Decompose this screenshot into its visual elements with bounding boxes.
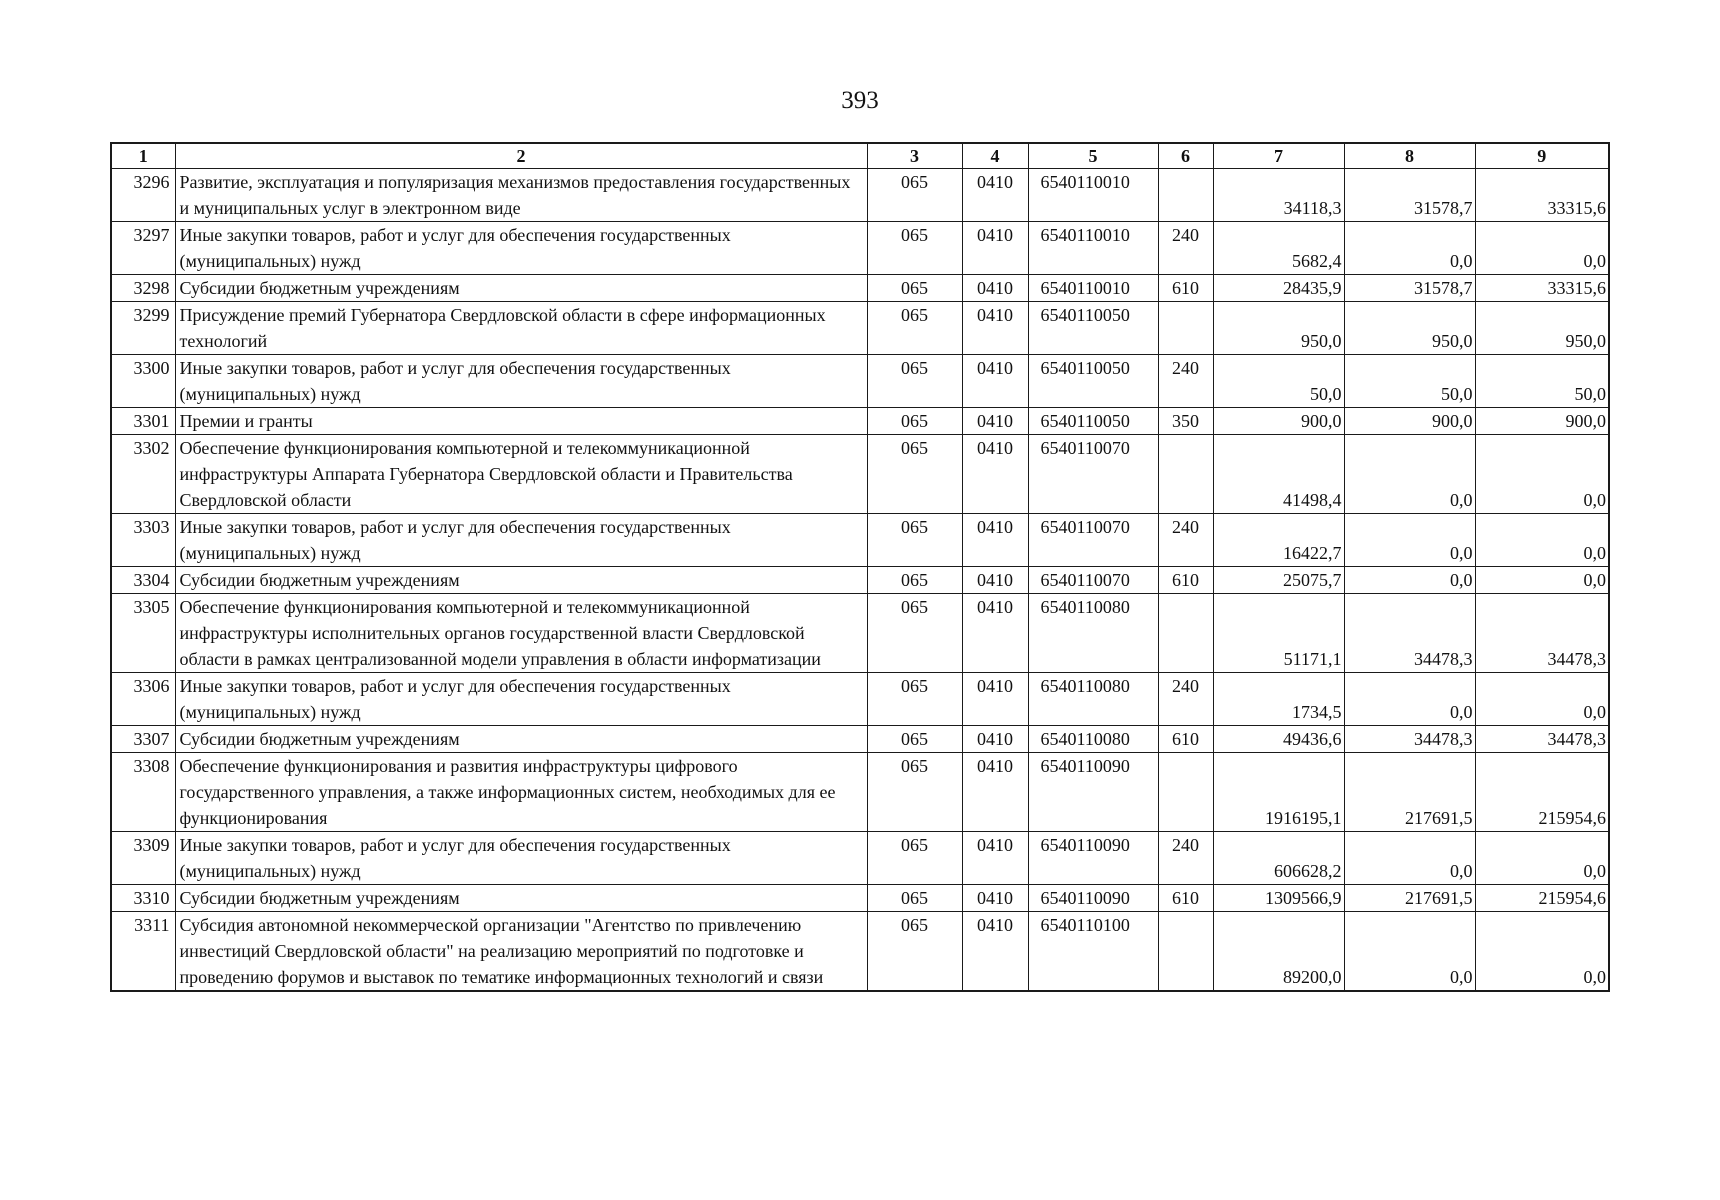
amount-col9: 0,0 [1475, 222, 1609, 275]
amount-col8: 34478,3 [1344, 726, 1475, 753]
row-number: 3304 [111, 567, 175, 594]
budget-table [110, 142, 1610, 992]
section-code: 0410 [962, 302, 1028, 355]
item-name: Субсидии бюджетным учреждениям [175, 275, 867, 302]
target-article-code: 6540110050 [1028, 355, 1158, 408]
table-row [111, 408, 1609, 435]
header-row [111, 143, 1609, 169]
amount-col8: 0,0 [1344, 435, 1475, 514]
table-row [111, 567, 1609, 594]
section-code: 0410 [962, 169, 1028, 222]
column-header: 9 [1475, 143, 1609, 169]
item-name: Субсидии бюджетным учреждениям [175, 567, 867, 594]
table-row [111, 435, 1609, 514]
amount-col8: 0,0 [1344, 514, 1475, 567]
expense-type-code: 610 [1158, 567, 1213, 594]
row-number: 3308 [111, 753, 175, 832]
section-code: 0410 [962, 832, 1028, 885]
target-article-code: 6540110080 [1028, 673, 1158, 726]
item-name: Субсидии бюджетным учреждениям [175, 885, 867, 912]
table-row [111, 275, 1609, 302]
expense-type-code [1158, 753, 1213, 832]
amount-col7: 51171,1 [1213, 594, 1344, 673]
ministry-code: 065 [867, 169, 962, 222]
amount-col8: 50,0 [1344, 355, 1475, 408]
item-name: Иные закупки товаров, работ и услуг для обеспечения государственных (муниципальных) нужд [175, 673, 867, 726]
target-article-code: 6540110050 [1028, 302, 1158, 355]
ministry-code: 065 [867, 726, 962, 753]
item-name: Присуждение премий Губернатора Свердловской области в сфере информационных технологий [175, 302, 867, 355]
table-row [111, 514, 1609, 567]
expense-type-code [1158, 169, 1213, 222]
amount-col9: 0,0 [1475, 435, 1609, 514]
amount-col7: 16422,7 [1213, 514, 1344, 567]
amount-col9: 0,0 [1475, 832, 1609, 885]
row-number: 3306 [111, 673, 175, 726]
amount-col7: 606628,2 [1213, 832, 1344, 885]
ministry-code: 065 [867, 912, 962, 992]
row-number: 3302 [111, 435, 175, 514]
expense-type-code: 610 [1158, 885, 1213, 912]
target-article-code: 6540110090 [1028, 753, 1158, 832]
amount-col7: 28435,9 [1213, 275, 1344, 302]
ministry-code: 065 [867, 567, 962, 594]
amount-col7: 1734,5 [1213, 673, 1344, 726]
section-code: 0410 [962, 726, 1028, 753]
target-article-code: 6540110080 [1028, 594, 1158, 673]
amount-col9: 34478,3 [1475, 594, 1609, 673]
section-code: 0410 [962, 275, 1028, 302]
column-header: 1 [111, 143, 175, 169]
column-header: 4 [962, 143, 1028, 169]
amount-col8: 0,0 [1344, 673, 1475, 726]
ministry-code: 065 [867, 753, 962, 832]
amount-col7: 900,0 [1213, 408, 1344, 435]
table-row [111, 912, 1609, 992]
column-header: 7 [1213, 143, 1344, 169]
table-row [111, 222, 1609, 275]
amount-col7: 41498,4 [1213, 435, 1344, 514]
ministry-code: 065 [867, 302, 962, 355]
column-header: 5 [1028, 143, 1158, 169]
amount-col7: 25075,7 [1213, 567, 1344, 594]
ministry-code: 065 [867, 355, 962, 408]
ministry-code: 065 [867, 222, 962, 275]
amount-col7: 50,0 [1213, 355, 1344, 408]
amount-col9: 0,0 [1475, 673, 1609, 726]
amount-col7: 1309566,9 [1213, 885, 1344, 912]
expense-type-code [1158, 435, 1213, 514]
amount-col9: 0,0 [1475, 514, 1609, 567]
item-name: Субсидии бюджетным учреждениям [175, 726, 867, 753]
target-article-code: 6540110100 [1028, 912, 1158, 992]
row-number: 3300 [111, 355, 175, 408]
target-article-code: 6540110070 [1028, 435, 1158, 514]
page-number: 393 [841, 87, 879, 114]
expense-type-code: 240 [1158, 355, 1213, 408]
expense-type-code [1158, 302, 1213, 355]
table-row [111, 753, 1609, 832]
item-name: Развитие, эксплуатация и популяризация механизмов предоставления государственных и муниципальных услуг в электронном виде [175, 169, 867, 222]
item-name: Обеспечение функционирования компьютерной и телекоммуникационной инфраструктуры исполнительных органов государственной власти Свердловской области в рамках централизованной модели управления в области информатизации [175, 594, 867, 673]
amount-col8: 31578,7 [1344, 275, 1475, 302]
column-header: 8 [1344, 143, 1475, 169]
row-number: 3298 [111, 275, 175, 302]
amount-col9: 215954,6 [1475, 753, 1609, 832]
row-number: 3297 [111, 222, 175, 275]
amount-col9: 900,0 [1475, 408, 1609, 435]
amount-col9: 0,0 [1475, 567, 1609, 594]
target-article-code: 6540110080 [1028, 726, 1158, 753]
table-row [111, 169, 1609, 222]
section-code: 0410 [962, 567, 1028, 594]
amount-col8: 34478,3 [1344, 594, 1475, 673]
table-row [111, 673, 1609, 726]
amount-col8: 0,0 [1344, 832, 1475, 885]
section-code: 0410 [962, 673, 1028, 726]
amount-col8: 950,0 [1344, 302, 1475, 355]
row-number: 3301 [111, 408, 175, 435]
item-name: Обеспечение функционирования компьютерной и телекоммуникационной инфраструктуры Аппарата Губернатора Свердловской области и Правительства Свердловской области [175, 435, 867, 514]
table-body [111, 169, 1609, 992]
table-row [111, 355, 1609, 408]
target-article-code: 6540110050 [1028, 408, 1158, 435]
section-code: 0410 [962, 912, 1028, 992]
amount-col8: 0,0 [1344, 567, 1475, 594]
item-name: Иные закупки товаров, работ и услуг для обеспечения государственных (муниципальных) нужд [175, 514, 867, 567]
target-article-code: 6540110010 [1028, 275, 1158, 302]
amount-col8: 0,0 [1344, 912, 1475, 992]
target-article-code: 6540110070 [1028, 514, 1158, 567]
column-header: 3 [867, 143, 962, 169]
row-number: 3303 [111, 514, 175, 567]
ministry-code: 065 [867, 275, 962, 302]
expense-type-code: 240 [1158, 673, 1213, 726]
row-number: 3309 [111, 832, 175, 885]
item-name: Премии и гранты [175, 408, 867, 435]
amount-col8: 900,0 [1344, 408, 1475, 435]
item-name: Иные закупки товаров, работ и услуг для обеспечения государственных (муниципальных) нужд [175, 832, 867, 885]
amount-col9: 34478,3 [1475, 726, 1609, 753]
ministry-code: 065 [867, 885, 962, 912]
section-code: 0410 [962, 408, 1028, 435]
item-name: Иные закупки товаров, работ и услуг для обеспечения государственных (муниципальных) нужд [175, 222, 867, 275]
section-code: 0410 [962, 355, 1028, 408]
amount-col9: 33315,6 [1475, 275, 1609, 302]
expense-type-code: 240 [1158, 514, 1213, 567]
item-name: Обеспечение функционирования и развития инфраструктуры цифрового государственного управления, а также информационных систем, необходимых для ее функционирования [175, 753, 867, 832]
table-row [111, 885, 1609, 912]
item-name: Субсидия автономной некоммерческой организации "Агентство по привлечению инвестиций Свердловской области" на реализацию мероприятий по подготовке и проведению форумов и выставок по тематике информационных технологий и связи [175, 912, 867, 992]
amount-col7: 89200,0 [1213, 912, 1344, 992]
expense-type-code [1158, 912, 1213, 992]
amount-col7: 950,0 [1213, 302, 1344, 355]
amount-col9: 50,0 [1475, 355, 1609, 408]
amount-col9: 0,0 [1475, 912, 1609, 992]
amount-col7: 34118,3 [1213, 169, 1344, 222]
expense-type-code: 240 [1158, 832, 1213, 885]
section-code: 0410 [962, 222, 1028, 275]
target-article-code: 6540110010 [1028, 222, 1158, 275]
section-code: 0410 [962, 594, 1028, 673]
amount-col8: 0,0 [1344, 222, 1475, 275]
expense-type-code: 610 [1158, 726, 1213, 753]
row-number: 3305 [111, 594, 175, 673]
ministry-code: 065 [867, 435, 962, 514]
amount-col7: 1916195,1 [1213, 753, 1344, 832]
row-number: 3307 [111, 726, 175, 753]
section-code: 0410 [962, 885, 1028, 912]
target-article-code: 6540110090 [1028, 885, 1158, 912]
amount-col8: 31578,7 [1344, 169, 1475, 222]
row-number: 3299 [111, 302, 175, 355]
amount-col7: 49436,6 [1213, 726, 1344, 753]
target-article-code: 6540110010 [1028, 169, 1158, 222]
ministry-code: 065 [867, 832, 962, 885]
amount-col8: 217691,5 [1344, 753, 1475, 832]
expense-type-code: 610 [1158, 275, 1213, 302]
table-row [111, 302, 1609, 355]
ministry-code: 065 [867, 514, 962, 567]
section-code: 0410 [962, 514, 1028, 567]
amount-col9: 33315,6 [1475, 169, 1609, 222]
ministry-code: 065 [867, 673, 962, 726]
section-code: 0410 [962, 753, 1028, 832]
row-number: 3311 [111, 912, 175, 992]
column-header: 2 [175, 143, 867, 169]
column-header: 6 [1158, 143, 1213, 169]
table-row [111, 726, 1609, 753]
expense-type-code: 240 [1158, 222, 1213, 275]
expense-type-code: 350 [1158, 408, 1213, 435]
amount-col9: 950,0 [1475, 302, 1609, 355]
row-number: 3296 [111, 169, 175, 222]
amount-col9: 215954,6 [1475, 885, 1609, 912]
section-code: 0410 [962, 435, 1028, 514]
ministry-code: 065 [867, 408, 962, 435]
target-article-code: 6540110070 [1028, 567, 1158, 594]
table-row [111, 594, 1609, 673]
item-name: Иные закупки товаров, работ и услуг для обеспечения государственных (муниципальных) нужд [175, 355, 867, 408]
table-row [111, 832, 1609, 885]
ministry-code: 065 [867, 594, 962, 673]
expense-type-code [1158, 594, 1213, 673]
amount-col7: 5682,4 [1213, 222, 1344, 275]
target-article-code: 6540110090 [1028, 832, 1158, 885]
amount-col8: 217691,5 [1344, 885, 1475, 912]
row-number: 3310 [111, 885, 175, 912]
